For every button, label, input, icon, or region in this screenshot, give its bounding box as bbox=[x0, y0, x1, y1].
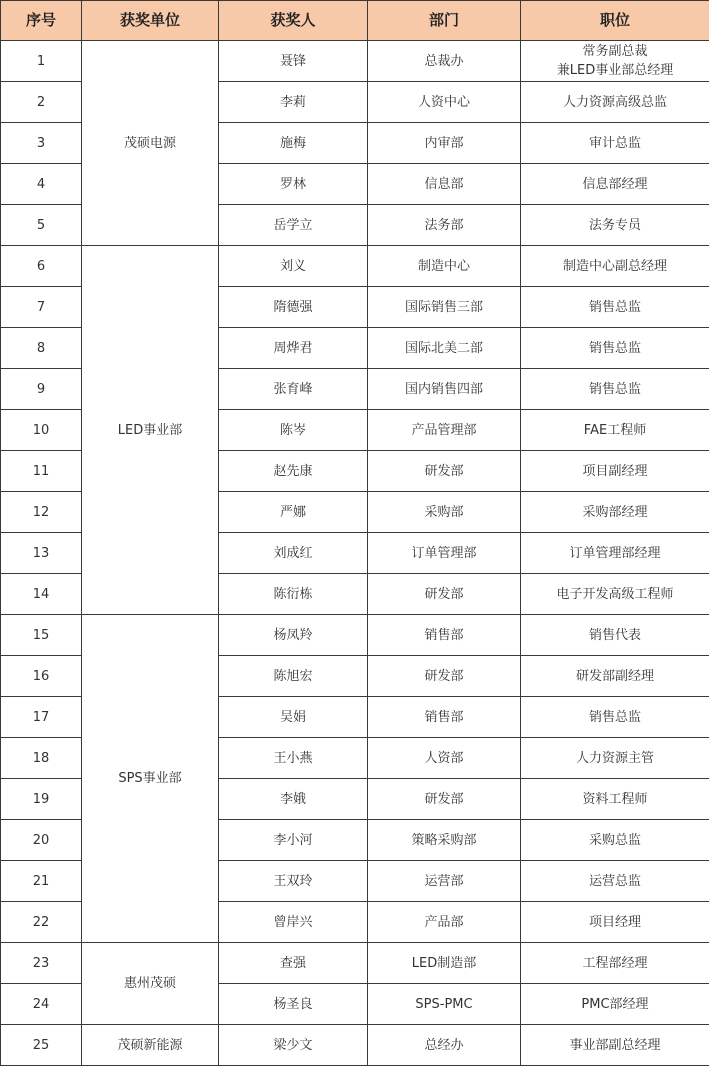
winner-name: 李莉 bbox=[219, 82, 368, 123]
position bbox=[521, 1025, 709, 1066]
row-number: 10 bbox=[1, 410, 82, 451]
department: 内审部 bbox=[368, 123, 521, 164]
award-unit: 惠州茂硕 bbox=[82, 943, 219, 1025]
row-number: 11 bbox=[1, 451, 82, 492]
position-line: 资料工程师 bbox=[582, 791, 648, 807]
row-number: 19 bbox=[1, 779, 82, 820]
winner-name: 陈衍栋 bbox=[219, 574, 368, 615]
award-unit: LED事业部 bbox=[82, 246, 219, 615]
row-number: 1 bbox=[1, 41, 82, 82]
position bbox=[521, 820, 709, 861]
department: 策略采购部 bbox=[368, 820, 521, 861]
position-line: 项目副经理 bbox=[582, 463, 648, 479]
award-unit: SPS事业部 bbox=[82, 615, 219, 943]
position-line: 研发部副经理 bbox=[575, 668, 654, 684]
position-line: 运营总监 bbox=[588, 873, 641, 889]
winner-name: 刘成红 bbox=[219, 533, 368, 574]
winner-name: 查强 bbox=[219, 943, 368, 984]
position-line: PMC部经理 bbox=[581, 996, 649, 1012]
row-number: 8 bbox=[1, 328, 82, 369]
row-number: 3 bbox=[1, 123, 82, 164]
position bbox=[521, 492, 709, 533]
position bbox=[521, 328, 709, 369]
position-line: 销售总监 bbox=[588, 709, 641, 725]
winner-name: 赵先康 bbox=[219, 451, 368, 492]
position-line: 销售总监 bbox=[588, 381, 641, 397]
winner-name: 张育峰 bbox=[219, 369, 368, 410]
winner-name: 杨圣良 bbox=[219, 984, 368, 1025]
department: 产品部 bbox=[368, 902, 521, 943]
winner-name: 严娜 bbox=[219, 492, 368, 533]
header-dept: 部门 bbox=[368, 1, 521, 41]
position bbox=[521, 943, 709, 984]
position-line: 人力资源高级总监 bbox=[562, 94, 667, 110]
position-line: 项目经理 bbox=[588, 914, 641, 930]
winner-name: 陈岑 bbox=[219, 410, 368, 451]
department: 信息部 bbox=[368, 164, 521, 205]
position-line: 信息部经理 bbox=[582, 176, 648, 192]
row-number: 6 bbox=[1, 246, 82, 287]
department: 研发部 bbox=[368, 574, 521, 615]
position bbox=[521, 41, 709, 82]
position bbox=[521, 656, 709, 697]
department: 运营部 bbox=[368, 861, 521, 902]
header-no: 序号 bbox=[1, 1, 82, 41]
department: 人资部 bbox=[368, 738, 521, 779]
winner-name: 岳学立 bbox=[219, 205, 368, 246]
department: 总裁办 bbox=[368, 41, 521, 82]
position bbox=[521, 82, 709, 123]
row-number: 5 bbox=[1, 205, 82, 246]
position-line: 订单管理部经理 bbox=[569, 545, 661, 561]
position-line-2: 兼LED事业部总经理 bbox=[556, 63, 674, 78]
table-row bbox=[1, 41, 709, 82]
department: 法务部 bbox=[368, 205, 521, 246]
row-number: 22 bbox=[1, 902, 82, 943]
position bbox=[521, 902, 709, 943]
position-line: FAE工程师 bbox=[583, 422, 647, 438]
department: 制造中心 bbox=[368, 246, 521, 287]
table-body bbox=[1, 41, 709, 1066]
position bbox=[521, 738, 709, 779]
position bbox=[521, 246, 709, 287]
position bbox=[521, 369, 709, 410]
table-row bbox=[1, 1025, 709, 1066]
winner-name: 周烨君 bbox=[219, 328, 368, 369]
position bbox=[521, 533, 709, 574]
row-number: 16 bbox=[1, 656, 82, 697]
position-line: 法务专员 bbox=[588, 217, 641, 233]
position-line: 销售总监 bbox=[588, 299, 641, 315]
row-number: 15 bbox=[1, 615, 82, 656]
position bbox=[521, 697, 709, 738]
department: 采购部 bbox=[368, 492, 521, 533]
position-line: 工程部经理 bbox=[582, 955, 648, 971]
department: 销售部 bbox=[368, 697, 521, 738]
header-position: 职位 bbox=[521, 1, 709, 41]
winner-name: 吴娟 bbox=[219, 697, 368, 738]
winner-name: 罗林 bbox=[219, 164, 368, 205]
position bbox=[521, 205, 709, 246]
header-name: 获奖人 bbox=[219, 1, 368, 41]
winner-name: 李小河 bbox=[219, 820, 368, 861]
department: 研发部 bbox=[368, 656, 521, 697]
row-number: 17 bbox=[1, 697, 82, 738]
row-number: 24 bbox=[1, 984, 82, 1025]
row-number: 14 bbox=[1, 574, 82, 615]
department: 研发部 bbox=[368, 779, 521, 820]
row-number: 13 bbox=[1, 533, 82, 574]
row-number: 21 bbox=[1, 861, 82, 902]
winner-name: 陈旭宏 bbox=[219, 656, 368, 697]
position bbox=[521, 861, 709, 902]
department: 人资中心 bbox=[368, 82, 521, 123]
winner-name: 王双玲 bbox=[219, 861, 368, 902]
winner-name: 施梅 bbox=[219, 123, 368, 164]
row-number: 12 bbox=[1, 492, 82, 533]
department: 销售部 bbox=[368, 615, 521, 656]
position bbox=[521, 451, 709, 492]
winner-name: 王小燕 bbox=[219, 738, 368, 779]
position bbox=[521, 984, 709, 1025]
row-number: 9 bbox=[1, 369, 82, 410]
winner-name: 曾岸兴 bbox=[219, 902, 368, 943]
winner-name: 聂锋 bbox=[219, 41, 368, 82]
header-row bbox=[1, 1, 709, 41]
position-line: 采购部经理 bbox=[582, 504, 648, 520]
winner-name: 杨凤羚 bbox=[219, 615, 368, 656]
position bbox=[521, 123, 709, 164]
position bbox=[521, 164, 709, 205]
winner-name: 梁少文 bbox=[219, 1025, 368, 1066]
position bbox=[521, 615, 709, 656]
position-line: 常务副总裁 bbox=[582, 44, 648, 59]
department: 产品管理部 bbox=[368, 410, 521, 451]
position-line: 制造中心副总经理 bbox=[562, 258, 667, 274]
winner-name: 刘义 bbox=[219, 246, 368, 287]
table-row bbox=[1, 246, 709, 287]
position bbox=[521, 574, 709, 615]
department: 国内销售四部 bbox=[368, 369, 521, 410]
department: 国际销售三部 bbox=[368, 287, 521, 328]
department: LED制造部 bbox=[368, 943, 521, 984]
position bbox=[521, 779, 709, 820]
position bbox=[521, 287, 709, 328]
position-line: 销售代表 bbox=[588, 627, 641, 643]
department: 订单管理部 bbox=[368, 533, 521, 574]
row-number: 23 bbox=[1, 943, 82, 984]
award-unit: 茂硕电源 bbox=[82, 41, 219, 246]
department: 总经办 bbox=[368, 1025, 521, 1066]
row-number: 20 bbox=[1, 820, 82, 861]
award-unit: 茂硕新能源 bbox=[82, 1025, 219, 1066]
position-line: 事业部副总经理 bbox=[569, 1037, 661, 1053]
table-row bbox=[1, 943, 709, 984]
department: SPS-PMC bbox=[368, 984, 521, 1025]
department: 国际北美二部 bbox=[368, 328, 521, 369]
row-number: 4 bbox=[1, 164, 82, 205]
position-line: 销售总监 bbox=[588, 340, 641, 356]
winner-name: 隋德强 bbox=[219, 287, 368, 328]
row-number: 7 bbox=[1, 287, 82, 328]
winner-name: 李娥 bbox=[219, 779, 368, 820]
row-number: 18 bbox=[1, 738, 82, 779]
position-line: 采购总监 bbox=[588, 832, 641, 848]
table-row bbox=[1, 615, 709, 656]
position-line: 审计总监 bbox=[588, 135, 641, 151]
header-unit: 获奖单位 bbox=[82, 1, 219, 41]
row-number: 2 bbox=[1, 82, 82, 123]
position-line: 电子开发高级工程师 bbox=[556, 586, 674, 602]
position bbox=[521, 410, 709, 451]
row-number: 25 bbox=[1, 1025, 82, 1066]
department: 研发部 bbox=[368, 451, 521, 492]
position-line: 人力资源主管 bbox=[575, 750, 654, 766]
